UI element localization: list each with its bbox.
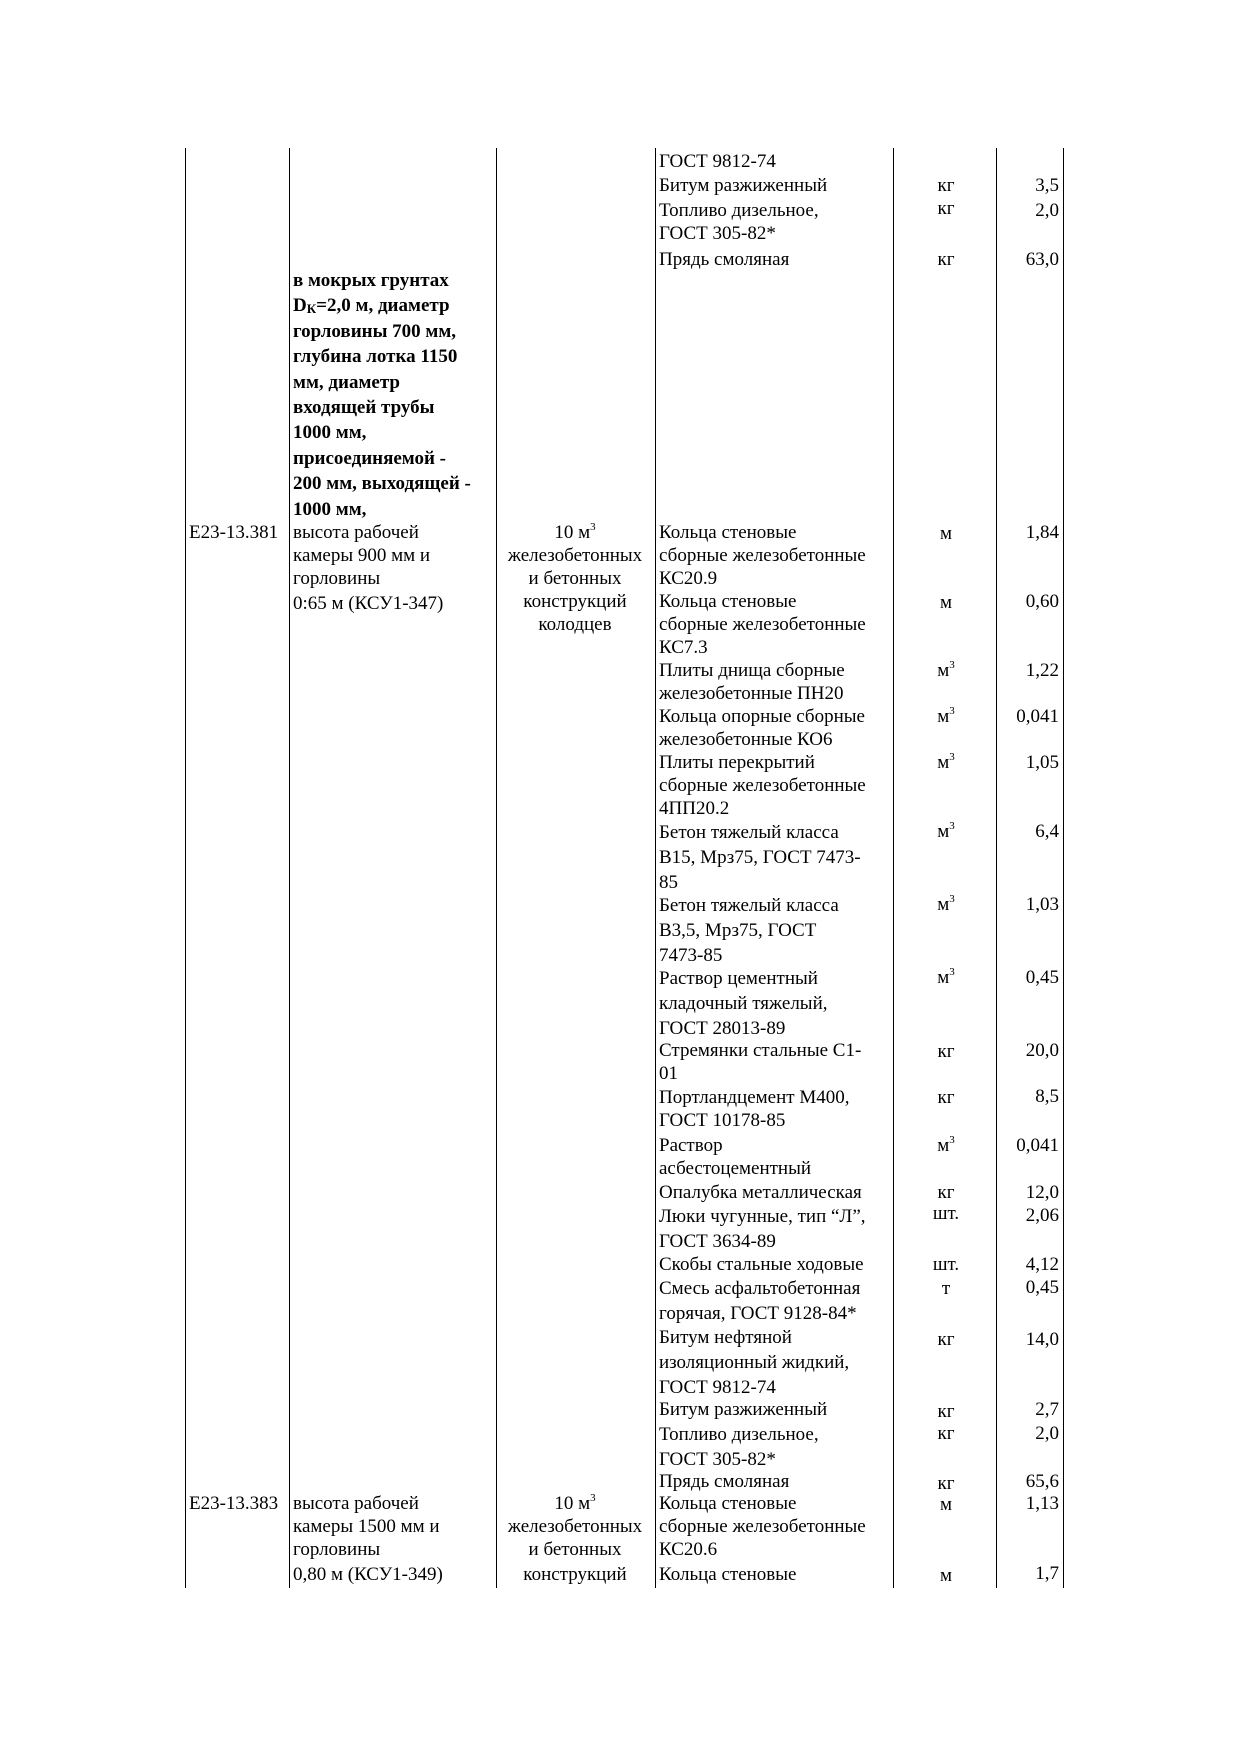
- material-name-line: ГОСТ 9812-74: [659, 1377, 776, 1398]
- unit-line: железобетонных: [507, 1516, 643, 1537]
- material-value: 0,041: [1016, 1135, 1059, 1156]
- table-border-col3: [496, 148, 497, 1588]
- material-name: [659, 1492, 891, 1561]
- rate-description: [293, 521, 493, 613]
- material-unit: шт.: [932, 1254, 960, 1275]
- material-name-line: ГОСТ 10178-85: [659, 1110, 786, 1131]
- material-unit: кг: [937, 1401, 955, 1422]
- material-unit: [895, 1086, 997, 1109]
- material-name: [659, 1204, 891, 1254]
- material-name: [659, 705, 891, 751]
- material-unit: [895, 705, 997, 728]
- material-unit: кг: [937, 1423, 955, 1444]
- material-name-line: В15, Мрз75, ГОСТ 7473-: [659, 847, 861, 868]
- unit-superscript: 3: [949, 1134, 955, 1146]
- measurement-unit: [500, 521, 650, 636]
- material-name-line: Раствор цементный: [659, 968, 818, 989]
- description-line: 0:65 м (КСУ1-347): [293, 593, 444, 614]
- material-name: [659, 751, 891, 820]
- material-name: Опалубка металлическая: [659, 1182, 862, 1203]
- material-name-line: 01: [659, 1063, 678, 1084]
- material-name-line: горячая, ГОСТ 9128-84*: [659, 1303, 857, 1324]
- unit-superscript: 3: [590, 521, 596, 533]
- material-unit: кг: [937, 1182, 955, 1203]
- description-line: высота рабочей: [293, 522, 419, 543]
- heading-line: 1000 мм,: [293, 422, 367, 444]
- description-line: камеры 900 мм и: [293, 545, 431, 566]
- unit-superscript: 3: [949, 705, 955, 717]
- unit-superscript: 3: [590, 1492, 596, 1504]
- unit-line: железобетонных: [507, 545, 643, 566]
- material-name: [659, 820, 891, 895]
- material-name: Битум разжиженный: [659, 1399, 828, 1420]
- material-name-line: Смесь асфальтобетонная: [659, 1278, 861, 1299]
- material-name: [659, 521, 891, 590]
- material-name: [659, 590, 891, 659]
- unit-line: и бетонных: [528, 568, 622, 589]
- material-name-line: Плиты днища сборные: [659, 660, 845, 681]
- material-value: 1,03: [1025, 894, 1059, 915]
- unit-text: м: [937, 706, 950, 727]
- table-border-right: [1063, 148, 1064, 1588]
- material-name-line: изоляционный жидкий,: [659, 1352, 850, 1373]
- material-unit: [895, 659, 997, 682]
- heading-line: глубина лотка 1150: [293, 346, 458, 368]
- material-value: 1,22: [1025, 660, 1059, 681]
- material-name-line: железобетонные КО6: [659, 729, 833, 750]
- material-name: ГОСТ 9812-74: [659, 151, 776, 172]
- material-unit: [895, 751, 997, 774]
- material-value: 3,5: [1035, 175, 1059, 196]
- material-name: Битум разжиженный: [659, 175, 828, 196]
- material-name: [659, 659, 891, 705]
- table-border-col5: [893, 148, 894, 1588]
- material-name: [659, 966, 891, 1041]
- material-value: 1,05: [1025, 752, 1059, 773]
- material-unit: т: [941, 1278, 951, 1299]
- material-value: 14,0: [1025, 1329, 1059, 1350]
- measurement-unit: [500, 1492, 650, 1584]
- material-name-line: Бетон тяжелый класса: [659, 822, 839, 843]
- rate-code: Е23-13.383: [189, 1493, 279, 1514]
- heading-line: 200 мм, выходящей -: [293, 473, 471, 495]
- material-name: [659, 893, 891, 968]
- material-name-line: КС20.9: [659, 568, 718, 589]
- unit-text: кг: [937, 1087, 955, 1108]
- table-border-col4: [655, 148, 656, 1588]
- material-name-line: ГОСТ 3634-89: [659, 1231, 776, 1252]
- material-value: 63,0: [1025, 249, 1059, 270]
- material-unit: [895, 820, 997, 843]
- description-line: горловины: [293, 1539, 381, 1560]
- material-unit: кг: [937, 249, 955, 270]
- material-name-line: железобетонные ПН20: [659, 683, 844, 704]
- material-name-line: сборные железобетонные: [659, 1516, 866, 1537]
- material-name-line: Плиты перекрытий: [659, 752, 815, 773]
- material-name: Скобы стальные ходовые: [659, 1254, 864, 1275]
- unit-text: м: [939, 592, 953, 613]
- material-unit: шт.: [932, 1203, 960, 1224]
- material-name-line: сборные железобетонные: [659, 545, 866, 566]
- unit-text: м: [937, 894, 950, 915]
- description-line: 0,80 м (КСУ1-349): [293, 1564, 443, 1585]
- material-name: [659, 1086, 891, 1132]
- description-line: высота рабочей: [293, 1493, 419, 1514]
- unit-superscript: 3: [949, 751, 955, 763]
- material-name-line: Раствор: [659, 1135, 723, 1156]
- material-name: [659, 1422, 891, 1472]
- table-border-left: [185, 148, 186, 1588]
- material-name-line: Кольца стеновые: [659, 591, 797, 612]
- table-border-col6: [996, 148, 997, 1588]
- unit-superscript: 3: [949, 966, 955, 978]
- material-unit: [895, 966, 997, 989]
- unit-text: м: [937, 752, 950, 773]
- rate-code: Е23-13.381: [189, 522, 279, 543]
- heading-d-subscript: К: [306, 301, 317, 317]
- material-name-line: КС7.3: [659, 637, 708, 658]
- rate-description: [293, 1492, 493, 1584]
- material-value: 2,7: [1035, 1399, 1059, 1420]
- material-value: 0,45: [1025, 967, 1059, 988]
- unit-main: 10 м: [554, 1493, 591, 1514]
- unit-line: конструкций: [523, 591, 627, 612]
- heading-line: мм, диаметр: [293, 371, 400, 393]
- heading-line: в мокрых грунтах: [293, 270, 449, 291]
- unit-text: м: [937, 967, 950, 988]
- material-value: 65,6: [1025, 1471, 1059, 1492]
- material-unit: кг: [937, 1473, 955, 1494]
- material-name: Прядь смоляная: [659, 249, 790, 270]
- unit-text: м: [937, 1135, 950, 1156]
- material-name-line: Топливо дизельное,: [659, 1424, 819, 1445]
- unit-line: колодцев: [538, 614, 612, 635]
- material-name-line: асбестоцементный: [659, 1158, 812, 1179]
- material-name-line: сборные железобетонные: [659, 614, 866, 635]
- material-value: 2,0: [1035, 200, 1059, 221]
- material-name-line: КС20.6: [659, 1539, 718, 1560]
- unit-text: м: [937, 821, 950, 842]
- unit-superscript: 3: [949, 659, 955, 671]
- description-line: камеры 1500 мм и: [293, 1516, 440, 1537]
- material-name-line: ГОСТ 28013-89: [659, 1018, 786, 1039]
- material-name: [659, 1134, 891, 1180]
- material-name: [659, 199, 891, 245]
- unit-line: конструкций: [523, 1564, 627, 1585]
- material-name-line: Кольца стеновые: [659, 1493, 797, 1514]
- material-unit: [895, 1134, 997, 1157]
- material-name: [659, 1325, 891, 1400]
- material-name-line: сборные железобетонные: [659, 775, 866, 796]
- material-value: 1,84: [1025, 522, 1059, 543]
- table-border-col2: [289, 148, 290, 1588]
- material-name-line: В3,5, Мрз75, ГОСТ: [659, 920, 817, 941]
- material-name: Кольца стеновые: [659, 1564, 797, 1585]
- material-value: 0,45: [1025, 1277, 1059, 1298]
- material-unit: [895, 893, 997, 916]
- unit-superscript: 3: [949, 820, 955, 832]
- heading-d-letter: D: [293, 295, 307, 317]
- material-unit: кг: [937, 198, 955, 219]
- material-name: Прядь смоляная: [659, 1471, 790, 1492]
- unit-text: кг: [937, 1041, 955, 1062]
- material-value: 0,041: [1016, 706, 1059, 727]
- unit-text: м: [939, 523, 953, 544]
- material-unit: [895, 522, 997, 545]
- material-name-line: ГОСТ 305-82*: [659, 1449, 776, 1470]
- heading-line: присоединяемой -: [293, 447, 447, 469]
- material-value: 0,60: [1025, 591, 1059, 612]
- unit-text: м: [937, 660, 950, 681]
- material-value: 6,4: [1035, 821, 1059, 842]
- material-name-line: Стремянки стальные С1-: [659, 1040, 862, 1061]
- material-name-line: Топливо дизельное,: [659, 200, 819, 221]
- material-name-line: 7473-85: [659, 945, 723, 966]
- heading-line: входящей трубы: [293, 397, 435, 419]
- material-name: [659, 1039, 891, 1085]
- material-unit: [895, 591, 997, 614]
- material-name-line: Кольца стеновые: [659, 522, 797, 543]
- unit-superscript: 3: [949, 893, 955, 905]
- material-name-line: Бетон тяжелый класса: [659, 895, 839, 916]
- material-value: 12,0: [1025, 1182, 1059, 1203]
- material-name-line: Портландцемент М400,: [659, 1087, 850, 1108]
- material-name-line: Люки чугунные, тип “Л”,: [659, 1206, 866, 1227]
- material-name-line: 85: [659, 872, 678, 893]
- section-heading: [293, 268, 493, 522]
- material-name-line: 4ПП20.2: [659, 798, 730, 819]
- description-line: горловины: [293, 568, 381, 589]
- heading-line: =2,0 м, диаметр: [316, 295, 450, 317]
- material-unit: м: [939, 1494, 953, 1515]
- material-name-line: ГОСТ 305-82*: [659, 223, 776, 244]
- material-name-line: Битум нефтяной: [659, 1327, 792, 1348]
- material-value: 8,5: [1035, 1086, 1059, 1107]
- material-value: 1,13: [1025, 1493, 1059, 1514]
- heading-line: 1000 мм,: [293, 498, 367, 520]
- unit-line: и бетонных: [528, 1539, 622, 1560]
- material-value: 1,7: [1035, 1563, 1059, 1584]
- material-value: 2,06: [1025, 1205, 1059, 1226]
- material-unit: [895, 1040, 997, 1063]
- material-unit: м: [939, 1565, 953, 1586]
- material-name: [659, 1276, 891, 1326]
- material-value: 4,12: [1025, 1254, 1059, 1275]
- material-name-line: Кольца опорные сборные: [659, 706, 865, 727]
- heading-line: горловины 700 мм,: [293, 320, 457, 342]
- material-unit: кг: [937, 1329, 955, 1350]
- material-value: 2,0: [1035, 1423, 1059, 1444]
- material-value: 20,0: [1025, 1040, 1059, 1061]
- material-name-line: кладочный тяжелый,: [659, 993, 828, 1014]
- material-unit: кг: [937, 175, 955, 196]
- unit-main: 10 м: [554, 522, 591, 543]
